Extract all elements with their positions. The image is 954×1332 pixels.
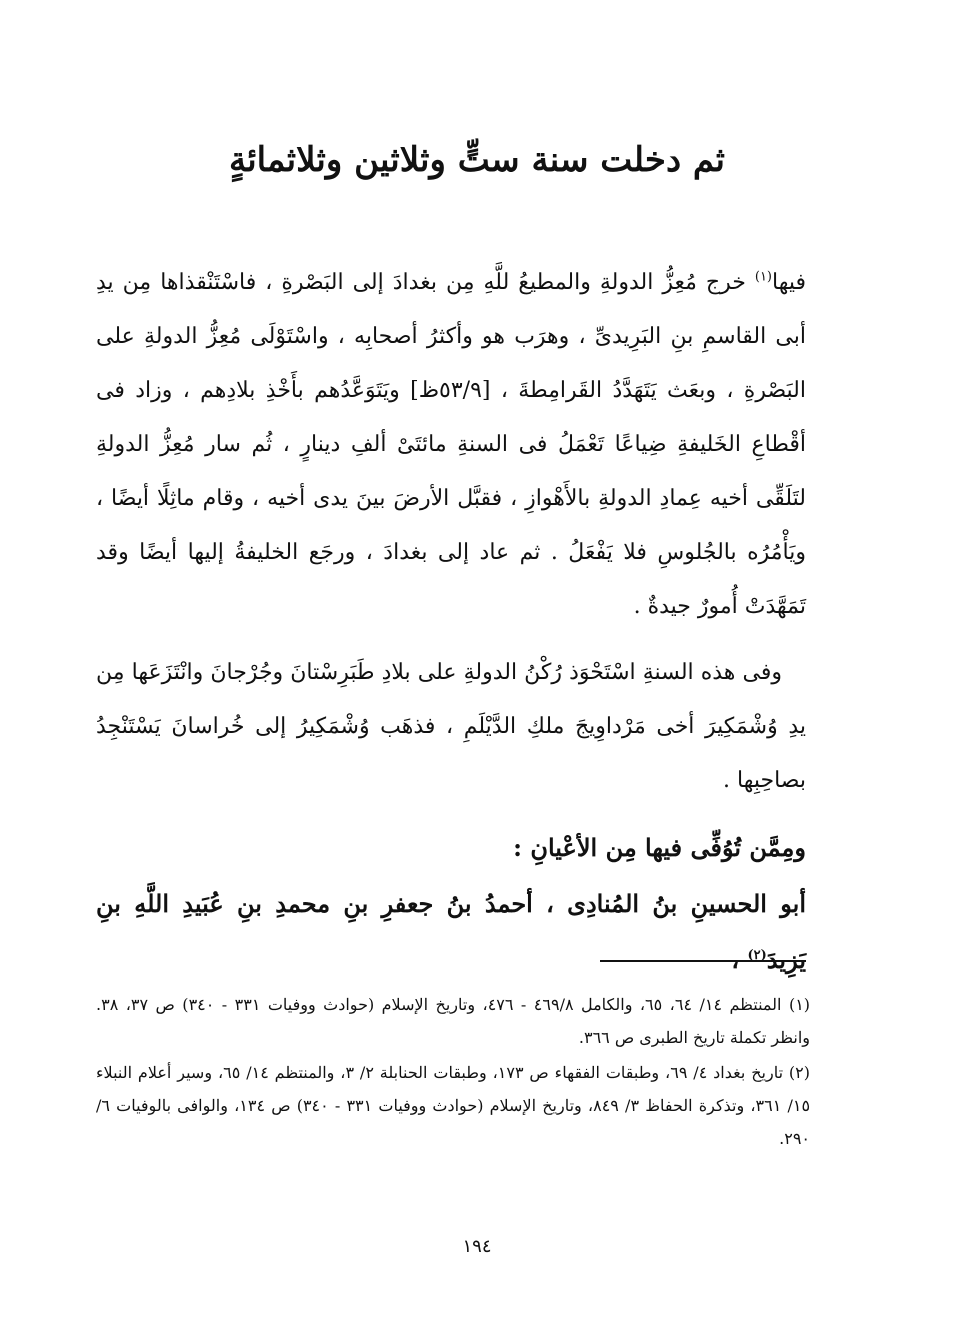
page-number: ١٩٤: [462, 1236, 492, 1257]
biography-entry-name: أبو الحسينِ بنُ المُنادِى ، أحمدُ بنُ جعفرِ بنِ محمدِ بنِ عُبَيدِ اللَّهِ بنِ يَزِيدَ: [96, 889, 806, 974]
chapter-title: ثم دخلت سنة ستٍّ وثلاثين وثلاثمائةٍ: [228, 140, 726, 180]
paragraph-2: وفى هذه السنةِ اسْتَحْوَذ رُكْنُ الدولةِ على بلادِ طَبَرِسْتانَ وجُرْجانَ وانْتَزَعَها مِن يدِ وُشْمَكِيرَ أخى مَرْداوِيجَ ملكِ الدَّيْلَمِ ، فذهَب وُشْمَكِيرُ إلى خُراسانَ يَسْتَنْجِدُ بصاحِبِها .: [96, 660, 806, 793]
footnote-2: (٢) تاريخ بغداد ٤/ ٦٩، وطبقات الفقهاء ص ١٧٣، وطبقات الحنابلة ٢/ ٣، والمنتظم ١٤/ ٦٥، وسير أعلام النبلاء ١٥/ ٣٦١، وتذكرة الحفاظ ٣/ ٨٤٩، وتاريخ الإسلام (حوادث ووفيات ٣٣١ - ٣٤٠) ص ١٣٤، والوافى بالوفيات ٦/ ٢٩٠.: [96, 1063, 811, 1148]
footnote-1: (١) المنتظم ١٤/ ٦٤، ٦٥، والكامل ٤٦٩/٨ - ٤٧٦، وتاريخ الإسلام (حوادث ووفيات ٣٣١ - ٣٤٠) ص ٣٧، ٣٨. وانظر تكملة تاريخ الطبرى ص ٣٦٦.: [96, 995, 811, 1047]
paragraph-1-text: خرج مُعِزُّ الدولةِ والمطيعُ للَّهِ مِن بغدادَ إلى البَصْرةِ ، فاسْتَنْقذاها مِن يدِ أبى القاسمِ بنِ البَرِيدىِّ ، وهرَب هو وأكثرُ أصحابِه ، واسْتَوْلَى مُعِزُّ الدولةِ على البَصْرةِ ، وبعَث يَتَهَدَّدُ القَرامِطةَ ، [٥٣/٩ظ] ويَتَوَعَّدُهم بأَخْذِ بلادِهم ، وزاد فى أقْطاعِ الخَليفةِ ضِياعًا تَعْمَلُ فى السنةِ مائتَىْ ألفِ دينارٍ ، ثُم سار مُعِزُّ الدولةِ لتَلَقِّى أخيه عِمادِ الدولةِ بالأَهْوازِ ، فقبَّل الأرضَ بينَ يدى أخيه ، وقام ماثِلًا أيضًا ، ويَأْمُرُه بالجُلوسِ فلا يَفْعَلُ . ثم عاد إلى بغدادَ ، ورجَع الخليفةُ إليها أيضًا وقد تَمَهَّدَتْ أُمورٌ جيدةٌ .: [96, 270, 806, 619]
footnotes: [96, 988, 810, 1157]
paragraph-1-lead: فيها: [772, 270, 806, 295]
paragraph-1: [96, 256, 806, 634]
biography-entry: [96, 876, 806, 988]
section-subheading: ومِمَّن تُوُفِّى فيها مِن الأعْيانِ :: [513, 833, 806, 862]
footnote-ref-1[interactable]: (١): [754, 269, 772, 285]
biography-entry-tail: ،: [731, 945, 748, 974]
main-text: [96, 256, 806, 988]
footnote-divider: [600, 960, 806, 962]
footnote-ref-2[interactable]: (٢): [747, 948, 767, 963]
